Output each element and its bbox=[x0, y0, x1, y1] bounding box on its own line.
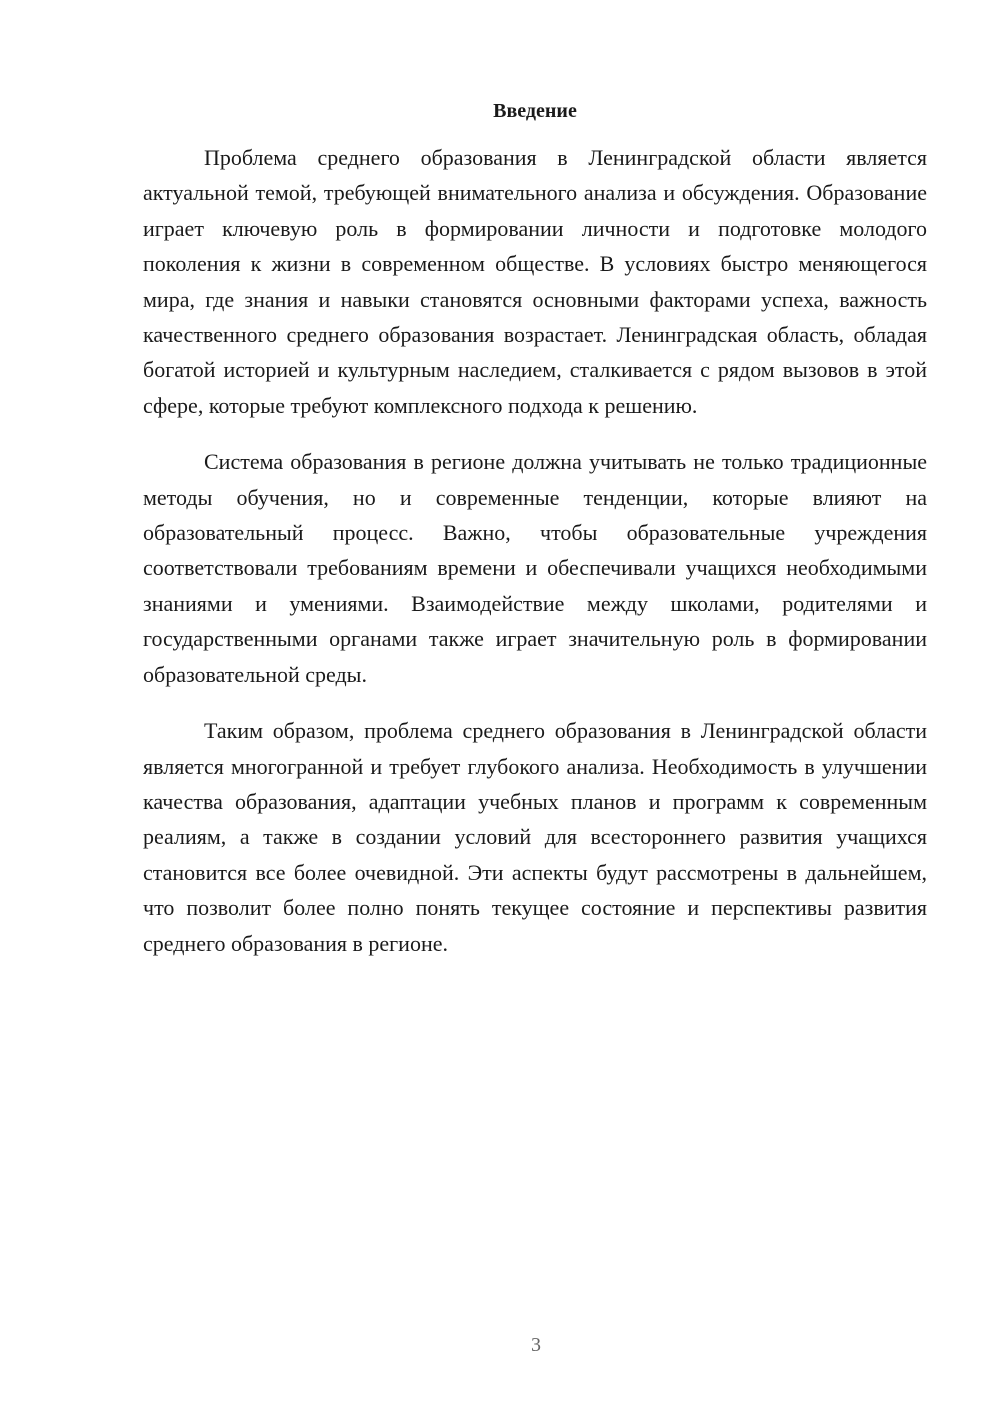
paragraph-2: Система образования в регионе должна учитывать не только традиционные методы обучения, но и современные тенденции, которые влияют на образовательный процесс. Важно, чтобы образовательные учреждения соответствовали требованиям времени и обеспечивали учащихся необходимыми знаниями и умениями. Взаимодействие между школами, родителями и государственными органами также играет значительную роль в формировании образовательной среды. bbox=[143, 449, 927, 687]
page-content bbox=[143, 96, 927, 982]
paragraph-3: Таким образом, проблема среднего образования в Ленинградской области является многогранной и требует глубокого анализа. Необходимость в улучшении качества образования, адаптации учебных планов и программ к современным реалиям, а также в создании условий для всестороннего развития учащихся становится все более очевидной. Эти аспекты будут рассмотрены в дальнейшем, что позволит более полно понять текущее состояние и перспективы развития среднего образования в регионе. bbox=[143, 718, 927, 956]
section-title: Введение bbox=[493, 100, 577, 122]
page-number: 3 bbox=[531, 1334, 541, 1356]
paragraph-1: Проблема среднего образования в Ленинградской области является актуальной темой, требующей внимательного анализа и обсуждения. Образование играет ключевую роль в формировании личности и подготовке молодого поколения к жизни в современном обществе. В условиях быстро меняющегося мира, где знания и навыки становятся основными факторами успеха, важность качественного среднего образования возрастает. Ленинградская область, обладая богатой историей и культурным наследием, сталкивается с рядом вызовов в этой сфере, которые требуют комплексного подхода к решению. bbox=[143, 145, 927, 418]
